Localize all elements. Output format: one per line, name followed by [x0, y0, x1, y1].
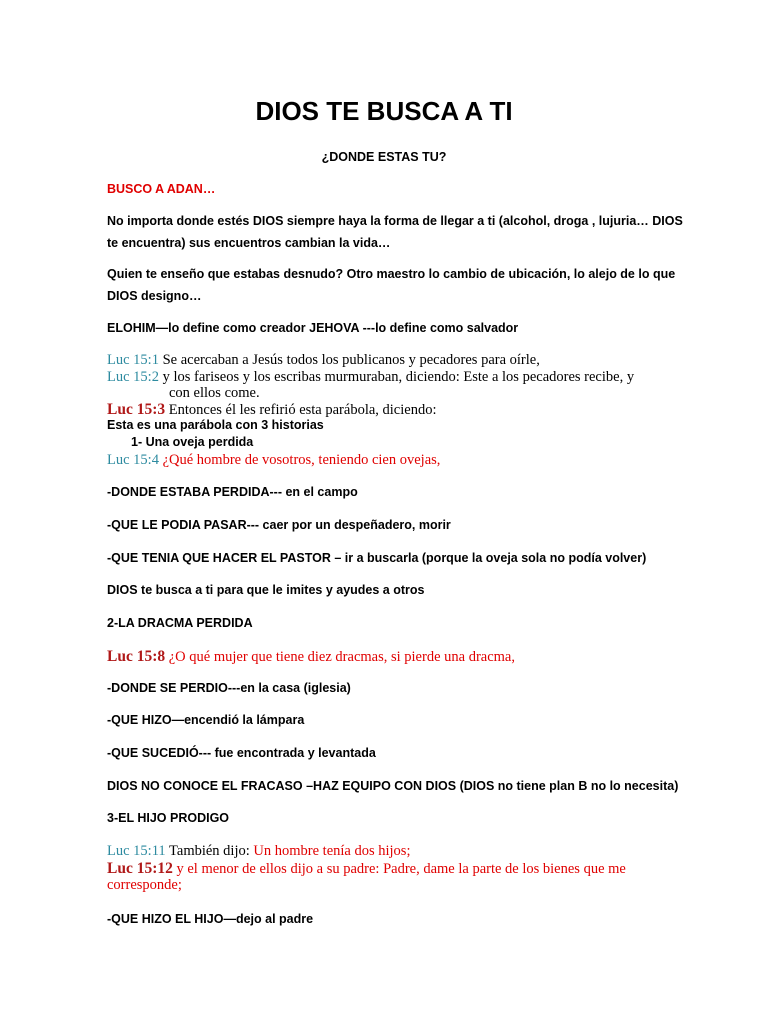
paragraph-line: Quien te enseño que estabas desnudo? Otro maestro lo cambio de ubicación, lo alejo de lo que [107, 267, 676, 281]
verse-reference: Luc 15:8 [107, 648, 166, 665]
verse-line [107, 352, 540, 369]
verse-reference: Luc 15:2 [107, 369, 159, 385]
verse-reference: Luc 15:3 [107, 401, 166, 418]
verse-line: corresponde; [107, 877, 182, 893]
page-subtitle: ¿DONDE ESTAS TU? [321, 150, 447, 164]
paragraph-line: DIOS te busca a ti para que le imites y ayudes a otros [107, 583, 425, 597]
section-heading-hijo: 3-EL HIJO PRODIGO [107, 811, 230, 825]
list-item: 1- Una oveja perdida [131, 435, 254, 449]
verse-line [107, 401, 437, 419]
verse-text: y los fariseos y los escribas murmuraban, diciendo: Este a los pecadores recibe, y [158, 369, 635, 385]
paragraph-line: ELOHIM—lo define como creador JEHOVA ---lo define como salvador [107, 321, 519, 335]
paragraph-line: -QUE TENIA QUE HACER EL PASTOR – ir a buscarla (porque la oveja sola no podía volver) [107, 551, 647, 565]
section-heading-adan: BUSCO A ADAN… [107, 182, 216, 196]
paragraph-line: Esta es una parábola con 3 historias [107, 418, 324, 432]
paragraph-line: -DONDE SE PERDIO---en la casa (iglesia) [107, 681, 351, 695]
paragraph-line: No importa donde estés DIOS siempre haya la forma de llegar a ti (alcohol, droga , lujuria… DIOS [107, 214, 683, 228]
verse-text: Un hombre tenía dos hijos; [253, 843, 411, 859]
verse-text: y el menor de ellos dijo a su padre: Padre, dame la parte de los bienes que me [172, 861, 626, 877]
paragraph-line: -QUE HIZO EL HIJO—dejo al padre [107, 912, 314, 926]
verse-text: ¿Qué hombre de vosotros, teniendo cien ovejas, [158, 452, 441, 468]
verse-line: con ellos come. [169, 385, 260, 401]
verse-text: Entonces él les refirió esta parábola, diciendo: [165, 402, 437, 418]
verse-text: Se acercaban a Jesús todos los publicanos y pecadores para oírle, [158, 352, 540, 368]
paragraph-line: -QUE LE PODIA PASAR--- caer por un despeñadero, morir [107, 518, 451, 532]
verse-line [107, 369, 634, 386]
paragraph-line: -DONDE ESTABA PERDIDA--- en el campo [107, 485, 358, 499]
verse-reference: Luc 15:1 [107, 352, 159, 368]
paragraph-line: -QUE HIZO—encendió la lámpara [107, 713, 305, 727]
paragraph-line: DIOS designo… [107, 289, 202, 303]
verse-line [107, 452, 440, 469]
page-title: DIOS TE BUSCA A TI [255, 96, 513, 126]
section-heading-dracma: 2-LA DRACMA PERDIDA [107, 616, 253, 630]
verse-line [107, 843, 410, 860]
verse-text: También dijo: [165, 843, 254, 859]
verse-line [107, 860, 626, 878]
verse-line [107, 648, 515, 666]
paragraph-line: te encuentra) sus encuentros cambian la vida… [107, 236, 391, 250]
paragraph-line: DIOS NO CONOCE EL FRACASO –HAZ EQUIPO CON DIOS (DIOS no tiene plan B no lo necesita) [107, 779, 679, 793]
verse-reference: Luc 15:12 [107, 860, 173, 877]
verse-reference: Luc 15:11 [107, 843, 166, 859]
paragraph-line: -QUE SUCEDIÓ--- fue encontrada y levantada [107, 746, 376, 760]
verse-text: ¿O qué mujer que tiene diez dracmas, si pierde una dracma, [165, 649, 515, 665]
verse-reference: Luc 15:4 [107, 452, 159, 468]
